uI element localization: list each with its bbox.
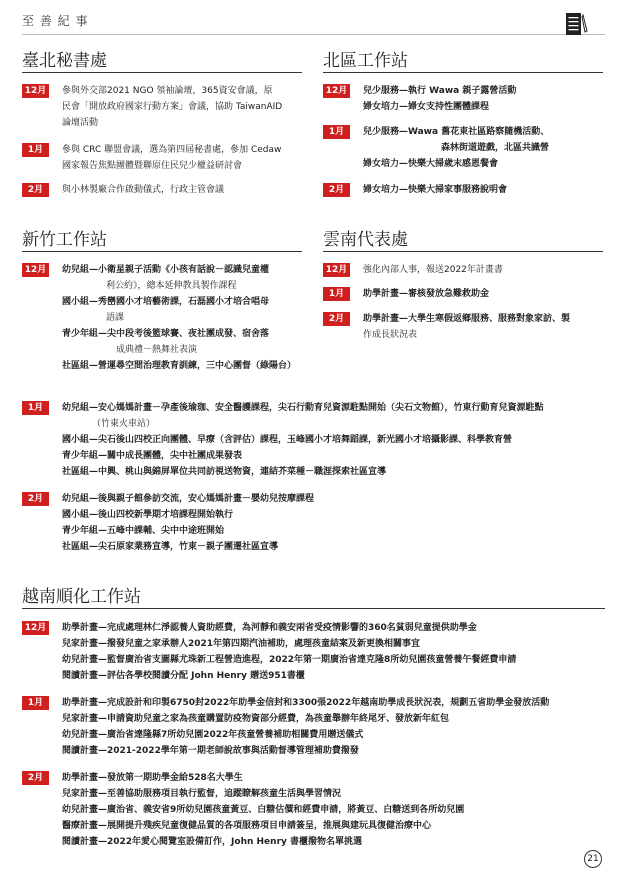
entry-line: 論壇活動: [62, 118, 99, 128]
entry-line: 成典禮－熱舞社表演: [116, 345, 198, 355]
header-title: 至 善 紀 事: [22, 14, 89, 28]
hsinchu-entry-feb: [22, 491, 314, 555]
entry-line: 幼兒計畫—廣治省、義安省9所幼兒園孩童黃豆、白糖估價和經費申請，將黃豆、白糖送到各所幼兒園: [62, 805, 465, 815]
north-section-title: 北區工作站: [323, 51, 408, 71]
month-badge: 2月: [323, 312, 350, 326]
vietnam-section-title: 越南順化工作站: [22, 587, 141, 607]
entry-line: 閱讀計畫—評估各學校閱讀分配 John Henry 贈送951書櫃: [62, 671, 305, 681]
month-badge: 2月: [323, 183, 350, 197]
month-badge: 2月: [22, 492, 49, 506]
hsinchu-entry-dec: [22, 262, 296, 374]
yunnan-section-divider: [323, 251, 603, 252]
yunnan-entry-jan: [323, 286, 489, 302]
entry-line: 國小組—尖石後山四校正向團體、早療（含評估）課程，玉峰國小才培舞蹈課，新光國小才培攝影課、科學教育營: [62, 435, 513, 445]
month-badge: 2月: [22, 771, 49, 785]
entry-line: 兒家計畫—申請資助兒童之家為孩童購置防疫物資部分經費，為孩童舉辦年終尾牙、發放新年紅包: [62, 714, 450, 724]
yunnan-section-title: 雲南代表處: [323, 230, 408, 250]
page-number: 21: [584, 850, 602, 868]
entry-line: 助學計畫—完成處理林仁淨認養人資助經費，為河靜和義安兩省受疫情影響的360名貧弱兒童提供助學金: [62, 623, 477, 633]
yunnan-entry-dec: [323, 262, 503, 278]
entry-line: 助學計畫—完成設計和印製6750封2022年助學金信封和3300張2022年越南助學成長狀況表，規劃五省助學金發放活動: [62, 698, 550, 708]
entry-line: 閱讀計畫—2021-2022學年第一期老師說故事與活動督導管理補助費撥發: [62, 746, 359, 756]
vietnam-entry-feb: [22, 770, 464, 850]
entry-line: 幼兒組—安心媽媽計畫－孕產後瑜珈、安全醫護課程，尖石行動育兒資源駐點開始（尖石文物館），竹東行動育兒資源駐點: [62, 403, 544, 413]
month-badge: 1月: [323, 125, 350, 139]
north-entry-dec: [323, 83, 516, 115]
hsinchu-entry-jan: [22, 400, 544, 480]
vietnam-entry-dec: [22, 620, 516, 684]
north-entry-jan: [323, 124, 549, 172]
entry-line: 社區組—尖石原家業務宣導，竹東－親子團遷社區宣導: [62, 542, 279, 552]
entry-line: 青少年組—關中成長團體，尖中社團成果發表: [62, 451, 243, 461]
entry-line: 幼兒計畫—監督廣治省支圖縣尤珠新工程營造進程，2022年第一期廣治省達克隆8所幼兒園孩童營養午餐經費申請: [62, 655, 517, 665]
month-badge: 1月: [22, 696, 49, 710]
month-badge: 12月: [323, 263, 350, 277]
north-entry-feb: [323, 182, 507, 198]
entry-line: 森林街道遊戲，北區共識營: [441, 143, 550, 153]
month-badge: 12月: [22, 263, 49, 277]
entry-line: 參與外交部2021 NGO 領袖論壇，365資安會議，原: [62, 86, 273, 96]
entry-line: 助學計畫—審核發放急難救助金: [363, 289, 490, 299]
entry-line: 婦女培力—婦女支持性團體課程: [363, 102, 490, 112]
vietnam-entry-jan: [22, 695, 549, 759]
entry-line: 幼兒計畫—廣治省達隆縣7所幼兒園2022年孩童營養補助相關費用贈送儀式: [62, 730, 364, 740]
entry-line: 參與 CRC 聯盟會議，選為第四屆秘書處，參加 Cedaw: [62, 145, 282, 155]
entry-line: 與小林製廠合作啟動儀式，行政主管會議: [62, 185, 225, 195]
entry-line: 作成長狀況表: [363, 330, 418, 340]
entry-line: 兒少服務—Wawa 舊花東社區路察隨機活動、: [363, 127, 550, 137]
entry-line: 助學計畫—發放第一期助學金給528名大學生: [62, 773, 243, 783]
entry-line: 利公約》，總本延伸教具製作課程: [106, 281, 237, 291]
entry-line: 社區組—營運尋空間治理教育訓練，三中心團督（綠陽台）: [62, 361, 297, 371]
entry-line: 兒家計畫—至善協助服務項目執行監督，追蹤瞭解孩童生活與學習情況: [62, 789, 342, 799]
month-badge: 1月: [323, 287, 350, 301]
entry-line: 青少年組—尖中段考後籃球賽、夜社團成發、宿舍落: [62, 329, 270, 339]
taipei-entry-feb: [22, 182, 224, 198]
north-section-divider: [323, 72, 603, 73]
entry-line: 閱讀計畫—2022年愛心閱覽室設備訂作，John Henry 書櫃撥物名單挑選: [62, 837, 363, 847]
entry-line: 幼兒組—小衛星親子活動《小孩有話說－認識兒童權: [62, 265, 270, 275]
entry-line: 婦女培力—快樂大掃歲末感恩餐會: [363, 159, 499, 169]
taipei-section-divider: [22, 72, 302, 73]
hsinchu-section-divider: [22, 251, 302, 252]
month-badge: 1月: [22, 143, 49, 157]
entry-line: 國小組—後山四校新學期才培課程開始執行: [62, 510, 234, 520]
month-badge: 12月: [22, 84, 49, 98]
month-badge: 1月: [22, 401, 49, 415]
vietnam-section-divider: [22, 608, 605, 609]
taipei-section-title: 臺北秘書處: [22, 51, 107, 71]
month-badge: 2月: [22, 183, 49, 197]
entry-line: （竹東火車站）: [92, 419, 156, 429]
entry-line: 國家報告焦點團體暨聯原住民兒少權益研討會: [62, 161, 243, 171]
entry-line: 青少年組—五峰中課輔、尖中中途班開始: [62, 526, 225, 536]
entry-line: 幼兒組—後與親子館參訪交流，安心媽媽計畫－嬰幼兒按摩課程: [62, 494, 315, 504]
taipei-entry-jan: [22, 142, 281, 174]
header-divider: [22, 34, 605, 35]
hsinchu-section-title: 新竹工作站: [22, 230, 107, 250]
book-menu-icon: [565, 12, 589, 36]
entry-line: 社區組—中興、桃山與錦屏單位共同訪視送物資，連結芥菜種－職涯探索社區宣導: [62, 467, 387, 477]
entry-line: 兒少服務—執行 Wawa 親子露營活動: [363, 86, 517, 96]
yunnan-entry-feb: [323, 311, 570, 343]
entry-line: 婦女培力—快樂大掃家事服務說明會: [363, 185, 508, 195]
entry-line: 強化內部人事，報送2022年計畫書: [363, 265, 503, 275]
month-badge: 12月: [22, 621, 49, 635]
entry-line: 醫療計畫—展開提升殘疾兒童復健品質的各項服務項目申請簽呈，推展與建玩具復健治療中心: [62, 821, 432, 831]
entry-line: 國小組—秀巒國小才培藝術課，石磊國小才培合唱母: [62, 297, 270, 307]
entry-line: 民會「開放政府國家行動方案」會議，協助 TaiwanAID: [62, 102, 283, 112]
entry-line: 助學計畫—大學生寒假返鄉服務、服務對象家訪、製: [363, 314, 571, 324]
entry-line: 兒家計畫—撥發兒童之家承辦人2021年第四期汽油補助，處理孩童結案及新更換相關事宜: [62, 639, 421, 649]
month-badge: 12月: [323, 84, 350, 98]
taipei-entry-dec: [22, 83, 282, 131]
entry-line: 語課: [106, 313, 125, 323]
